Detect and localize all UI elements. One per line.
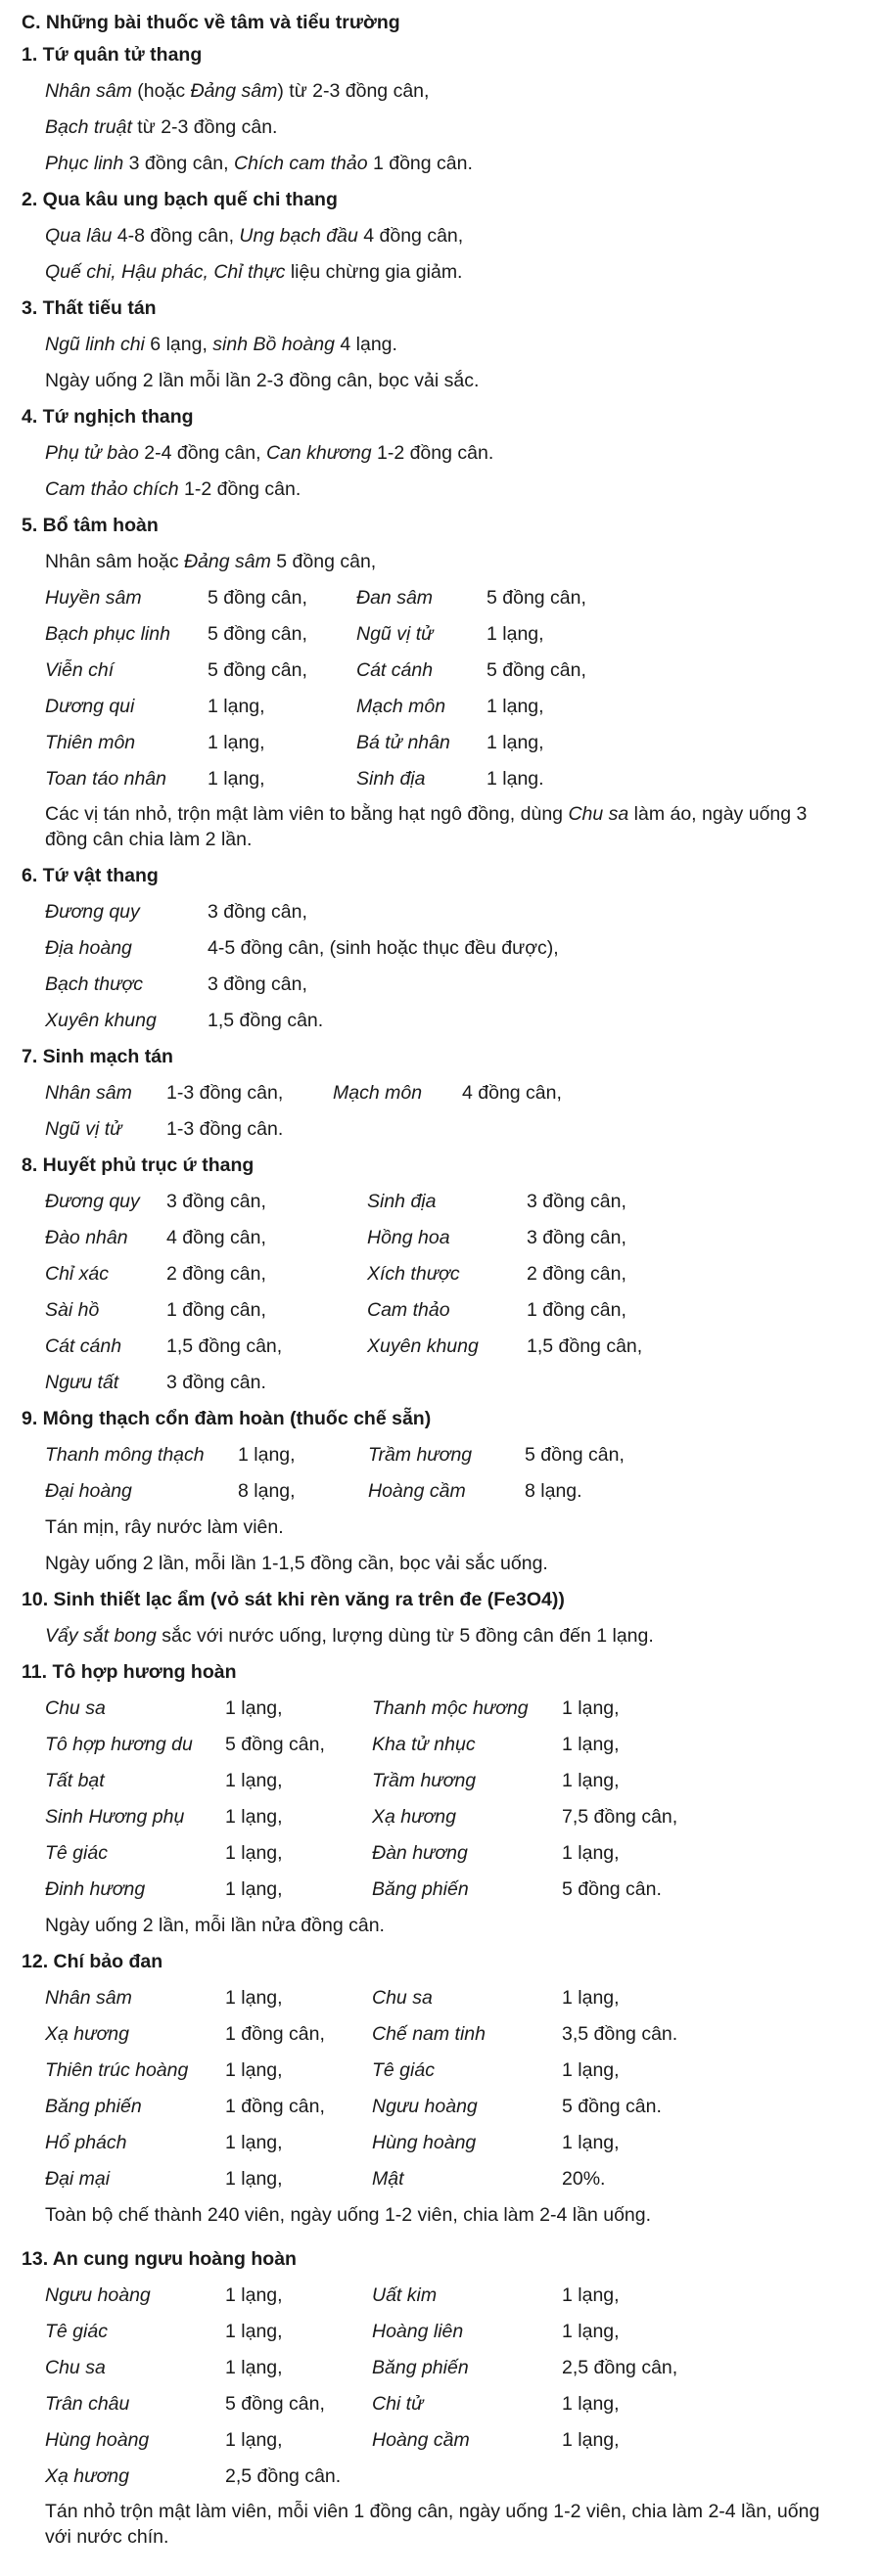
- herb-name: Nhân sâm: [45, 1082, 132, 1104]
- herb-dose: 1 lạng,: [562, 1987, 620, 2009]
- herb-name: Mạch môn: [333, 1082, 423, 1104]
- herb-row: [22, 2314, 859, 2350]
- herb-row: [22, 894, 859, 930]
- herb-row: [22, 967, 859, 1003]
- recipe-1-line-3: Phục linh 3 đồng cân, Chích cam thảo 1 đồng cân.: [45, 153, 473, 174]
- herb-name: Mật: [372, 2168, 404, 2190]
- herb-dose: 1 lạng,: [225, 1770, 283, 1791]
- herb-name: Trân châu: [45, 2393, 130, 2415]
- herb-dose: 1,5 đồng cân,: [166, 1335, 283, 1357]
- recipe-11-title: 11. Tô hợp hương hoàn: [22, 1661, 237, 1683]
- herb-name: Ngưu hoàng: [372, 2096, 478, 2117]
- herb-row: [22, 1473, 859, 1510]
- herb-dose: 1 đồng cân,: [225, 2096, 325, 2117]
- herb-row: [22, 653, 859, 689]
- herb-name: Hoàng liên: [372, 2321, 464, 2342]
- herb-dose: 3,5 đồng cân.: [562, 2023, 678, 2045]
- recipe-13-title: 13. An cung ngưu hoàng hoàn: [22, 2248, 297, 2270]
- herb-name: [367, 1365, 527, 1401]
- recipe-9-line-1: Tán mịn, rây nước làm viên.: [45, 1516, 284, 1538]
- herb-name: Hổ phách: [45, 2132, 127, 2153]
- herb-dose: 3 đồng cân,: [208, 901, 307, 923]
- herb-dose: 1-3 đồng cân.: [166, 1118, 284, 1140]
- herb-name: Băng phiến: [372, 2357, 469, 2378]
- herb-dose: 8 lạng.: [525, 1480, 582, 1502]
- recipe-4-line-1: Phụ tử bào 2-4 đồng cân, Can khương 1-2 đồng cân.: [45, 442, 494, 464]
- herb-row: [22, 2278, 859, 2314]
- recipe-13-note: Tán nhỏ trộn mật làm viên, mỗi viên 1 đồng cân, ngày uống 1-2 viên, chia làm 2-4 lần, uống với nước chín.: [45, 2501, 820, 2548]
- herb-row: [22, 2459, 859, 2495]
- herb-dose: 1 lạng,: [225, 2059, 283, 2081]
- herb-name: Uất kim: [372, 2284, 438, 2306]
- herb-name: Xuyên khung: [45, 1010, 157, 1031]
- herb-dose: 1 lạng.: [487, 768, 544, 790]
- herb-dose: 5 đồng cân,: [225, 1734, 325, 1755]
- herb-dose: 5 đồng cân,: [487, 587, 586, 609]
- herb-dose: 5 đồng cân.: [562, 2096, 662, 2117]
- herb-name: Chi tử: [372, 2393, 424, 2415]
- herb-row: [22, 930, 859, 967]
- herb-name: Ngũ linh chi: [45, 334, 145, 355]
- herb-row: [22, 761, 859, 797]
- herb-name: Qua lâu: [45, 225, 113, 247]
- herb-name: Sinh địa: [367, 1191, 437, 1212]
- herb-name: Thanh mộc hương: [372, 1697, 529, 1719]
- herb-name: Xạ hương: [45, 2023, 129, 2045]
- herb-dose: 1 lạng,: [562, 1770, 620, 1791]
- herb-row: [22, 1111, 859, 1148]
- herb-name: Đào nhân: [45, 1227, 128, 1248]
- herb-dose: 1 lạng,: [562, 2132, 620, 2153]
- herb-dose: [527, 1365, 703, 1401]
- herb-dose: 1 đồng cân,: [225, 2023, 325, 2045]
- herb-name: Tê giác: [45, 2321, 108, 2342]
- herb-name: Xích thược: [367, 1263, 460, 1285]
- herb-name: Chu sa: [45, 1697, 106, 1719]
- herb-name: Thanh mông thạch: [45, 1444, 205, 1466]
- herb-dose: 2 đồng cân,: [527, 1263, 626, 1285]
- herb-dose: 5 đồng cân.: [562, 1878, 662, 1900]
- herb-dose: 1 lạng,: [562, 2321, 620, 2342]
- herb-dose: 1 lạng,: [225, 2429, 283, 2451]
- herb-dose: 1 lạng,: [225, 1697, 283, 1719]
- herb-name: Thiên môn: [45, 732, 136, 753]
- herb-dose: 1 lạng,: [487, 732, 544, 753]
- herb-row: [22, 1727, 859, 1763]
- herb-dose: 1-3 đồng cân,: [166, 1082, 284, 1104]
- herb-name: Tô hợp hương du: [45, 1734, 193, 1755]
- herb-name: Sinh Hương phụ: [45, 1806, 185, 1828]
- recipe-12-title: 12. Chí bảo đan: [22, 1951, 163, 1972]
- herb-row: [22, 1292, 859, 1329]
- herb-name: Hùng hoàng: [45, 2429, 150, 2451]
- herb-name: Bạch truật: [45, 116, 132, 138]
- herb-dose: 4 đồng cân,: [166, 1227, 266, 1248]
- herb-name: Cát cánh: [45, 1335, 122, 1357]
- herb-dose: 1 lạng,: [562, 2429, 620, 2451]
- herb-dose: 8 lạng,: [238, 1480, 296, 1502]
- herb-name: sinh Bồ hoàng: [212, 334, 335, 355]
- recipe-8-title: 8. Huyết phủ trục ứ thang: [22, 1154, 255, 1176]
- herb-row: [22, 1799, 859, 1835]
- recipe-2-line-1: Qua lâu 4-8 đồng cân, Ung bạch đầu 4 đồng cân,: [45, 225, 464, 247]
- herb-dose: 1 lạng,: [225, 1806, 283, 1828]
- herb-dose: 1 lạng,: [562, 1697, 620, 1719]
- herb-name: Tê giác: [372, 2059, 435, 2081]
- recipe-5-table: [22, 580, 859, 797]
- herb-row: [22, 1256, 859, 1292]
- herb-dose: 5 đồng cân,: [208, 587, 307, 609]
- herb-row: [22, 1329, 859, 1365]
- herb-row: [22, 1184, 859, 1220]
- recipe-4-line-2: Cam thảo chích 1-2 đồng cân.: [45, 478, 301, 500]
- herb-dose: 1 lạng,: [487, 696, 544, 717]
- herb-dose: 1 lạng,: [238, 1444, 296, 1466]
- herb-row: [22, 1691, 859, 1727]
- herb-name: Hồng hoa: [367, 1227, 450, 1248]
- herb-dose: 1 lạng,: [225, 2284, 283, 2306]
- herb-dose: 1 lạng,: [208, 768, 265, 790]
- herb-dose: 1 lạng,: [225, 2357, 283, 2378]
- herb-name: Ngũ vị tử: [356, 623, 434, 645]
- recipe-10-title: 10. Sinh thiết lạc ẩm (vỏ sát khi rèn văng ra trên đe (Fe3O4)): [22, 1589, 565, 1610]
- herb-name: Băng phiến: [45, 2096, 142, 2117]
- recipe-8-table: [22, 1184, 859, 1401]
- herb-dose: 1 lạng,: [208, 696, 265, 717]
- recipe-7-title: 7. Sinh mạch tán: [22, 1046, 173, 1067]
- herb-name: Đương quy: [45, 1191, 140, 1212]
- herb-name: Chỉ xác: [45, 1263, 110, 1285]
- herb-name: Đinh hương: [45, 1878, 146, 1900]
- herb-dose: 1 lạng,: [225, 2168, 283, 2190]
- herb-row: [22, 2053, 859, 2089]
- herb-name: Ngưu tất: [45, 1372, 119, 1393]
- herb-row: [22, 1835, 859, 1872]
- herb-row: [22, 2125, 859, 2161]
- herb-name: Chu sa: [45, 2357, 106, 2378]
- herb-row: [22, 1437, 859, 1473]
- herb-name: Ngũ vị tử: [45, 1118, 122, 1140]
- herb-dose: 5 đồng cân,: [487, 659, 586, 681]
- herb-name: Mạch môn: [356, 696, 446, 717]
- herb-name: Thiên trúc hoàng: [45, 2059, 189, 2081]
- recipe-6-title: 6. Tứ vật thang: [22, 865, 159, 886]
- herb-name: Chế nam tinh: [372, 2023, 486, 2045]
- recipe-10-line-1: Vẩy sắt bong sắc với nước uống, lượng dùng từ 5 đồng cân đến 1 lạng.: [45, 1625, 654, 1647]
- recipe-5-line-1: Nhân sâm hoặc Đảng sâm 5 đồng cân,: [45, 551, 377, 572]
- herb-name: Xuyên khung: [367, 1335, 479, 1357]
- herb-name: Đại mại: [45, 2168, 111, 2190]
- herb-dose: 7,5 đồng cân,: [562, 1806, 678, 1828]
- herb-row: [22, 2161, 859, 2197]
- herb-name: Địa hoàng: [45, 937, 132, 959]
- herb-dose: 1,5 đồng cân.: [208, 1010, 324, 1031]
- herb-dose: 1 lạng,: [562, 2059, 620, 2081]
- herb-dose: [562, 2459, 738, 2495]
- herb-name: Cát cánh: [356, 659, 434, 681]
- herb-dose: 1 lạng,: [562, 1734, 620, 1755]
- herb-dose: 2 đồng cân,: [166, 1263, 266, 1285]
- herb-name: Can khương: [265, 442, 372, 464]
- herb-name: Quế chi, Hậu phác, Chỉ thực: [45, 261, 286, 283]
- recipe-1-line-1: Nhân sâm (hoặc Đảng sâm) từ 2-3 đồng cân,: [45, 80, 430, 102]
- herb-dose: 1 lạng,: [225, 2132, 283, 2153]
- herb-name: Cam thảo: [367, 1299, 450, 1321]
- herb-name: Toan táo nhân: [45, 768, 166, 790]
- herb-name: Phục linh: [45, 153, 124, 174]
- herb-row: [22, 1003, 859, 1039]
- recipe-12-note: Toàn bộ chế thành 240 viên, ngày uống 1-2 viên, chia làm 2-4 lần uống.: [45, 2204, 652, 2226]
- herb-dose: 1 lạng,: [225, 1987, 283, 2009]
- herb-row: [22, 2386, 859, 2422]
- herb-row: [22, 1220, 859, 1256]
- herb-name: Trầm hương: [368, 1444, 473, 1466]
- herb-dose: 1 lạng,: [562, 2284, 620, 2306]
- herb-name: Vẩy sắt bong: [45, 1625, 157, 1647]
- herb-dose: 1 lạng,: [487, 623, 544, 645]
- recipe-3-line-2: Ngày uống 2 lần mỗi lần 2-3 đồng cân, bọc vải sắc.: [45, 370, 480, 391]
- herb-dose: 5 đồng cân,: [208, 659, 307, 681]
- recipe-5-title: 5. Bổ tâm hoàn: [22, 515, 159, 536]
- herb-name: Cam thảo chích: [45, 478, 179, 500]
- herb-row: [22, 2350, 859, 2386]
- herb-name: Hùng hoàng: [372, 2132, 477, 2153]
- recipe-5-note: Các vị tán nhỏ, trộn mật làm viên to bằng hạt ngô đồng, dùng Chu sa làm áo, ngày uống 3 đồng cân chia làm 2 lần.: [45, 803, 808, 850]
- herb-name: Bá tử nhân: [356, 732, 450, 753]
- herb-name: Đại hoàng: [45, 1480, 132, 1502]
- herb-name: Nhân sâm: [45, 1987, 132, 2009]
- herb-dose: 3 đồng cân,: [527, 1191, 626, 1212]
- herb-name: Trầm hương: [372, 1770, 477, 1791]
- herb-name: Băng phiến: [372, 1878, 469, 1900]
- herb-dose: 4 đồng cân,: [462, 1082, 562, 1104]
- herb-dose: 5 đồng cân,: [225, 2393, 325, 2415]
- herb-name: Tê giác: [45, 1842, 108, 1864]
- herb-row: [22, 2422, 859, 2459]
- herb-name: Chích cam thảo: [233, 153, 368, 174]
- herb-dose: [462, 1111, 609, 1148]
- recipe-1-line-2: Bạch truật từ 2-3 đồng cân.: [45, 116, 278, 138]
- herb-name: Hoàng cầm: [368, 1480, 466, 1502]
- herb-name: Bạch thược: [45, 973, 144, 995]
- recipe-1-title: 1. Tứ quân tử thang: [22, 44, 203, 66]
- herb-dose: 1 lạng,: [225, 2321, 283, 2342]
- herb-name: Sinh địa: [356, 768, 426, 790]
- herb-dose: 3 đồng cân,: [166, 1191, 266, 1212]
- herb-row: [22, 2089, 859, 2125]
- herb-dose: 2,5 đồng cân,: [562, 2357, 678, 2378]
- herb-name: Kha tử nhục: [372, 1734, 476, 1755]
- herb-dose: 1 lạng,: [225, 1878, 283, 1900]
- herb-name: Chu sa: [372, 1987, 433, 2009]
- herb-name: Dương qui: [45, 696, 135, 717]
- recipe-11-note: Ngày uống 2 lần, mỗi lần nửa đồng cân.: [45, 1915, 385, 1936]
- herb-row: [22, 1763, 859, 1799]
- herb-name: Nhân sâm: [45, 80, 132, 102]
- recipe-7-table: [22, 1075, 859, 1148]
- herb-name: Huyền sâm: [45, 587, 142, 609]
- herb-dose: 3 đồng cân,: [208, 973, 307, 995]
- herb-name: Đảng sâm: [190, 80, 278, 102]
- herb-row: [22, 1980, 859, 2016]
- herb-dose: 3 đồng cân,: [527, 1227, 626, 1248]
- herb-dose: 5 đồng cân,: [525, 1444, 625, 1466]
- recipe-3-title: 3. Thất tiếu tán: [22, 297, 157, 319]
- herb-name: Phụ tử bào: [45, 442, 139, 464]
- herb-dose: 1 lạng,: [208, 732, 265, 753]
- herb-name: Xạ hương: [45, 2465, 129, 2487]
- section-title: C. Những bài thuốc về tâm và tiểu trường: [22, 12, 400, 33]
- herb-name: Ngưu hoàng: [45, 2284, 151, 2306]
- herb-dose: 20%.: [562, 2168, 606, 2190]
- recipe-12-table: [22, 1980, 859, 2197]
- herb-dose: 1 lạng,: [225, 1842, 283, 1864]
- recipe-6-table: [22, 894, 859, 1039]
- herb-dose: 1 lạng,: [562, 1842, 620, 1864]
- herb-name: Đan sâm: [356, 587, 434, 609]
- herb-dose: 3 đồng cân.: [166, 1372, 266, 1393]
- herb-dose: 4-5 đồng cân, (sinh hoặc thục đều được),: [208, 937, 559, 959]
- herb-name: Ung bạch đầu: [239, 225, 358, 247]
- herb-row: [22, 2016, 859, 2053]
- herb-row: [22, 580, 859, 616]
- recipe-2-title: 2. Qua kâu ung bạch quế chi thang: [22, 189, 338, 210]
- herb-name: Đảng sâm: [184, 551, 271, 572]
- herb-name: Chu sa: [568, 803, 629, 825]
- herb-dose: 1 lạng,: [562, 2393, 620, 2415]
- herb-row: [22, 1075, 859, 1111]
- herb-dose: 1 đồng cân,: [527, 1299, 626, 1321]
- herb-dose: 1,5 đồng cân,: [527, 1335, 643, 1357]
- herb-dose: 1 đồng cân,: [166, 1299, 266, 1321]
- herb-name: Sài hồ: [45, 1299, 100, 1321]
- herb-row: [22, 1365, 859, 1401]
- herb-row: [22, 1872, 859, 1908]
- herb-row: [22, 689, 859, 725]
- herb-row: [22, 725, 859, 761]
- recipe-9-title: 9. Mông thạch cổn đàm hoàn (thuốc chế sẵn): [22, 1408, 432, 1429]
- herb-name: [333, 1111, 462, 1148]
- herb-name: Tất bạt: [45, 1770, 105, 1791]
- herb-name: Đàn hương: [372, 1842, 468, 1864]
- herb-name: Đương quy: [45, 901, 140, 923]
- herb-name: Viễn chí: [45, 659, 115, 681]
- recipe-9-line-2: Ngày uống 2 lần, mỗi lần 1-1,5 đồng cần, bọc vải sắc uống.: [45, 1553, 548, 1574]
- herb-row: [22, 616, 859, 653]
- herb-dose: 2,5 đồng cân.: [225, 2465, 342, 2487]
- recipe-13-table: [22, 2278, 859, 2495]
- herb-name: Hoàng cầm: [372, 2429, 470, 2451]
- recipe-11-table: [22, 1691, 859, 1908]
- herb-name: Xạ hương: [372, 1806, 456, 1828]
- recipe-9-table: [22, 1437, 859, 1510]
- herb-name: [372, 2459, 562, 2495]
- recipe-2-line-2: Quế chi, Hậu phác, Chỉ thực liệu chừng gia giảm.: [45, 261, 463, 283]
- herb-dose: 5 đồng cân,: [208, 623, 307, 645]
- recipe-4-title: 4. Tứ nghịch thang: [22, 406, 194, 428]
- herb-name: Bạch phục linh: [45, 623, 170, 645]
- recipe-3-line-1: Ngũ linh chi 6 lạng, sinh Bồ hoàng 4 lạng.: [45, 334, 397, 355]
